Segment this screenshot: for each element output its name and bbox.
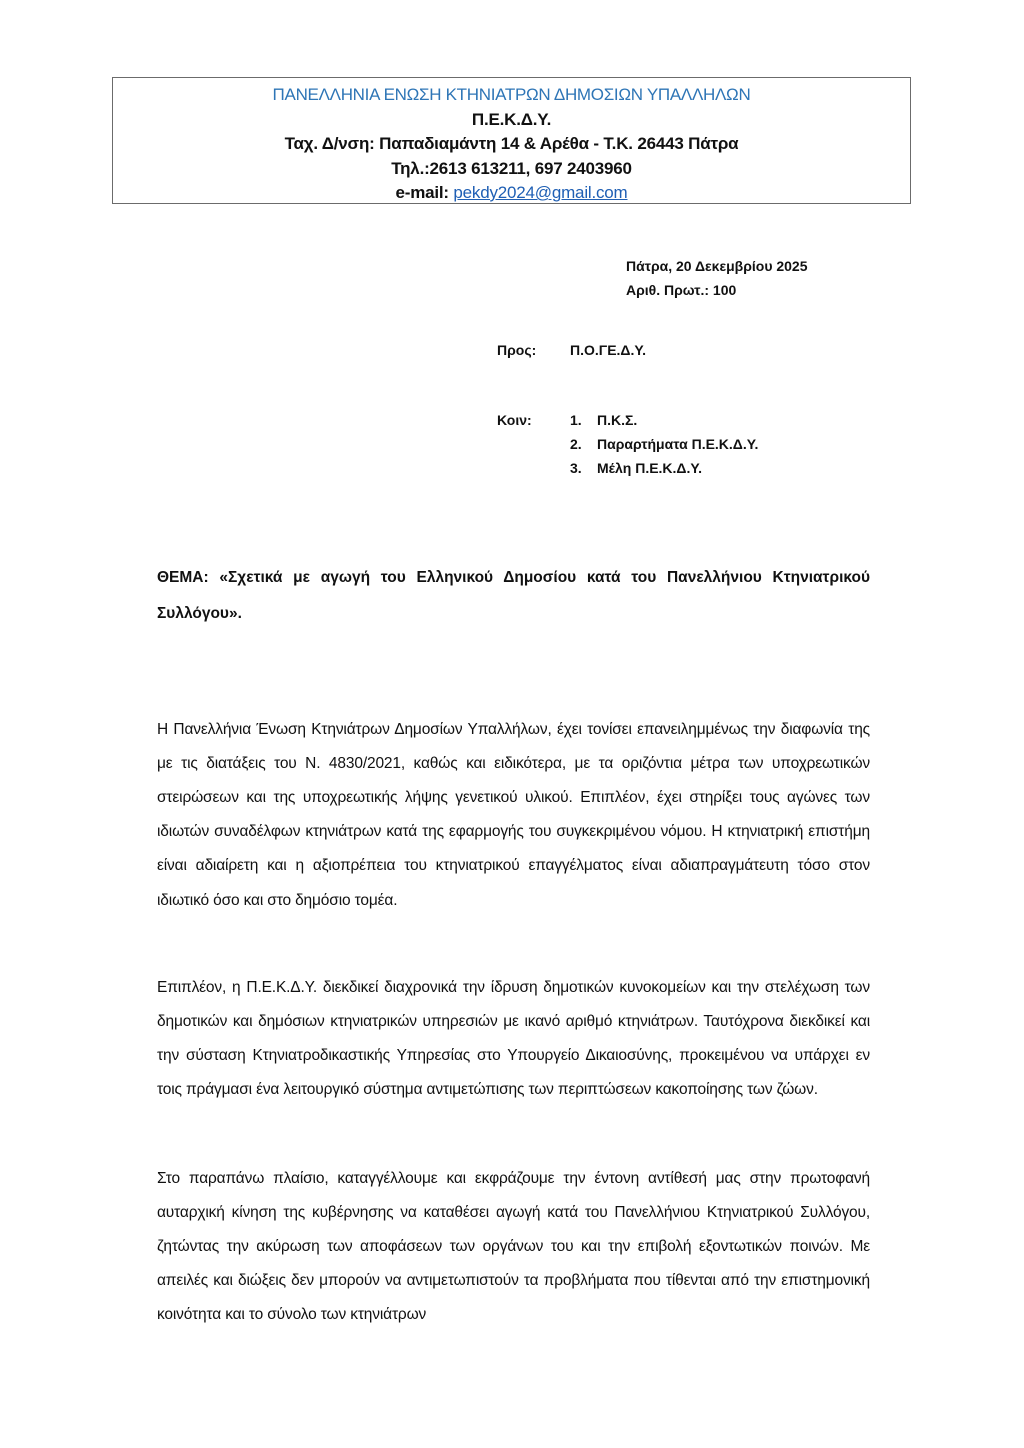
cc-item-text: Παραρτήματα Π.Ε.Κ.Δ.Υ. [597, 436, 759, 452]
protocol-number: Αριθ. Πρωτ.: 100 [626, 282, 737, 298]
cc-item [570, 432, 758, 456]
cc-label: Κοιν: [497, 412, 532, 428]
body-paragraph: Στο παραπάνω πλαίσιο, καταγγέλλουμε και εκφράζουμε την έντονη αντίθεσή μας στην πρωτοφανή αυταρχική κίνηση της κυβέρνησης να καταθέσει αγωγή κατά του Πανελλήνιου Κτηνιατρικού Συλλόγου, ζητώντας την ακύρωση των αποφάσεων των οργάνων του και την επιβολή εξοντωτικών ποινών. Με απειλές και διώξεις δεν μπορούν να αντιμετωπιστούν τα προβλήματα που τίθενται από την επιστημονική κοινότητα και το σύνολο των κτηνιάτρων [157, 1169, 870, 1324]
cc-list-wrapper [570, 408, 758, 480]
place-date: Πάτρα, 20 Δεκεμβρίου 2025 [626, 258, 808, 274]
to-label: Προς: [497, 342, 537, 358]
organization-acronym: Π.Ε.Κ.Δ.Υ. [471, 109, 552, 129]
cc-list [570, 408, 758, 480]
cc-item [570, 408, 758, 432]
postal-address: Ταχ. Δ/νση: Παπαδιαμάντη 14 & Αρέθα - Τ.Κ. 26443 Πάτρα [284, 134, 739, 153]
email-label: e-mail: [395, 183, 454, 202]
to-value: Π.Ο.ΓΕ.Δ.Υ. [570, 342, 647, 358]
body-paragraph: Η Πανελλήνια Ένωση Κτηνιάτρων Δημοσίων Υπαλλήλων, έχει τονίσει επανειλημμένως την διαφωνία της με τις διατάξεις του Ν. 4830/2021, καθώς και ειδικότερα, με τα οριζόντια μέτρα των υποχρεωτικών στειρώσεων και της υποχρεωτικής λήψης γενετικού υλικού. Επιπλέον, έχει στηρίξει τους αγώνες των ιδιωτών συναδέλφων κτηνιάτρων κατά της εφαρμογής του συγκεκριμένου νόμου. Η κτηνιατρική επιστήμη είναι αδιαίρετη και η αξιοπρέπεια του κτηνιατρικού επαγγέλματος είναι αδιαπραγμάτευτη τόσο στον ιδιωτικό όσο και στο δημόσιο τομέα. [157, 720, 870, 909]
email-link[interactable]: pekdy2024@gmail.com [453, 183, 628, 202]
subject-line: ΘΕΜΑ: «Σχετικά με αγωγή του Ελληνικού Δημοσίου κατά του Πανελλήνιου Κτηνιατρικού Συλλόγου». [157, 569, 870, 622]
body-paragraph: Επιπλέον, η Π.Ε.Κ.Δ.Υ. διεκδικεί διαχρονικά την ίδρυση δημοτικών κυνοκομείων και την στελέχωση των δημοτικών και δημόσιων κτηνιατρικών υπηρεσιών με ικανό αριθμό κτηνιάτρων. Ταυτόχρονα διεκδικεί και την σύσταση Κτηνιατροδικαστικής Υπηρεσίας στο Υπουργείο Δικαιοσύνης, προκειμένου να υπάρχει εν τοις πράγμασι ένα λειτουργικό σύστημα αντιμετώπισης των περιπτώσεων κακοποίησης των ζώων. [157, 978, 870, 1099]
cc-item-text: Μέλη Π.Ε.Κ.Δ.Υ. [597, 460, 703, 476]
date-protocol-block [626, 254, 808, 302]
phone-numbers: Τηλ.:2613 613211, 697 2403960 [391, 158, 632, 178]
letterhead-box [112, 77, 911, 204]
cc-item-number: 1. [570, 412, 582, 428]
cc-item-number: 2. [570, 436, 582, 452]
email-line [113, 181, 910, 206]
cc-item-text: Π.Κ.Σ. [597, 412, 638, 428]
cc-item [570, 456, 758, 480]
organization-name: ΠΑΝΕΛΛΗΝΙΑ ΕΝΩΣΗ ΚΤΗΝΙΑΤΡΩΝ ΔΗΜΟΣΙΩΝ ΥΠΑΛΛΗΛΩΝ [272, 85, 751, 104]
cc-item-number: 3. [570, 460, 582, 476]
